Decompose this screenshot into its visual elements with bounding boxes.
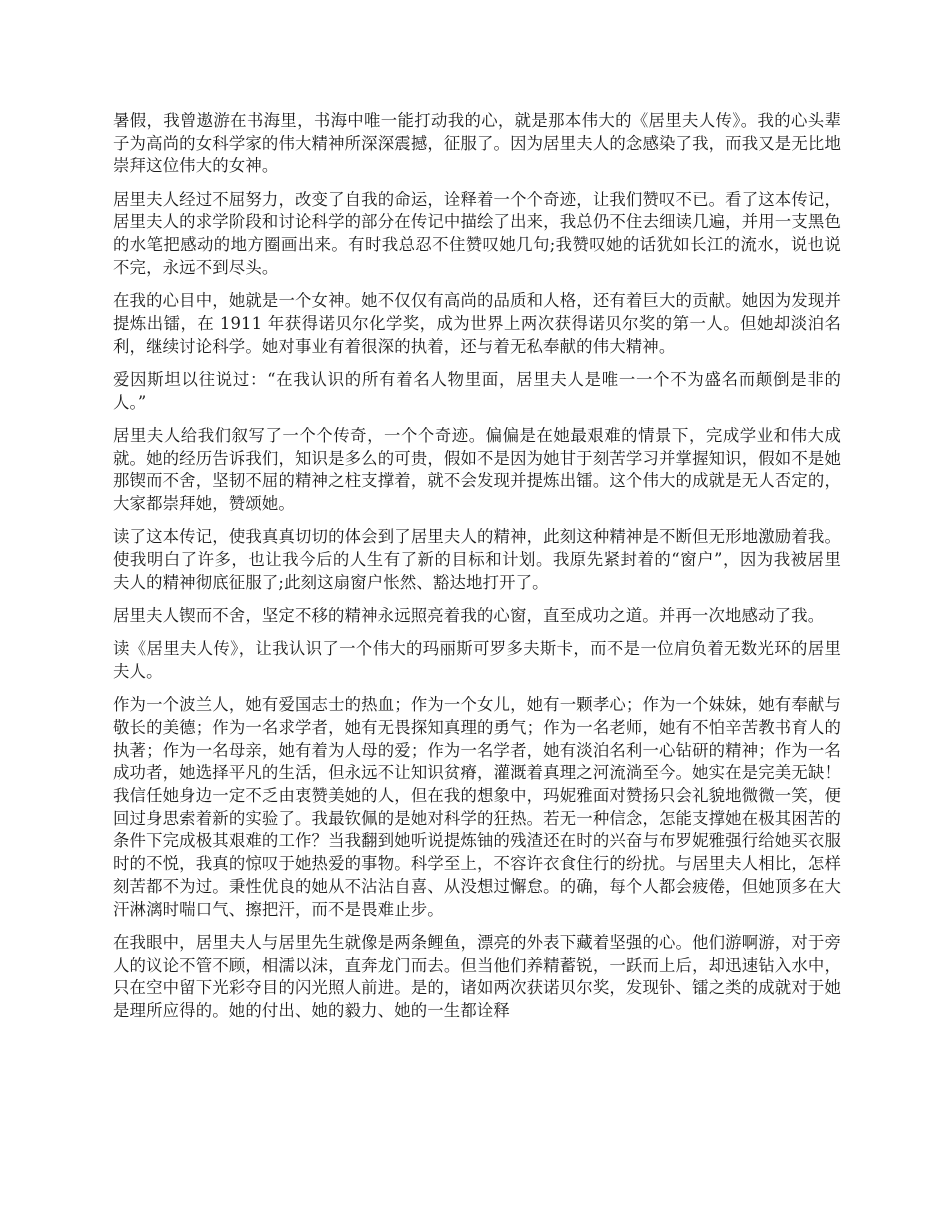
- paragraph-6: 读了这本传记，使我真真切切的体会到了居里夫人的精神，此刻这种精神是不断但无形地激励着我。使我明白了许多，也让我今后的人生有了新的目标和计划。我原先紧封着的“窗户”，因为我被居里夫人的精神彻底征服了;此刻这扇窗户怅然、豁达地打开了。: [113, 527, 841, 592]
- paragraph-4: 爱因斯坦以往说过：“在我认识的所有着名人物里面，居里夫人是唯一一个不为盛名而颠倒是非的人。”: [113, 369, 841, 412]
- paragraph-2: 居里夫人经过不屈努力，改变了自我的命运，诠释着一个个奇迹，让我们赞叹不已。看了这本传记，居里夫人的求学阶段和讨论科学的部分在传记中描绘了出来，我总仍不住去细读几遍，并用一支黑色的水笔把感动的地方圈画出来。有时我总忍不住赞叹她几句;我赞叹她的话犹如长江的流水，说也说不完，永远不到尽头。: [113, 189, 841, 277]
- paragraph-9: 作为一个波兰人，她有爱国志士的热血；作为一个女儿，她有一颗孝心；作为一个妹妹，她有奉献与敬长的美德；作为一名求学者，她有无畏探知真理的勇气；作为一名老师，她有不怕辛苦教书育人的执著；作为一名母亲，她有着为人母的爱；作为一名学者，她有淡泊名利一心钻研的精神；作为一名成功者，她选择平凡的生活，但永远不让知识贫瘠，灌溉着真理之河流淌至今。她实在是完美无缺！我信任她身边一定不乏由衷赞美她的人，但在我的想象中，玛妮雅面对赞扬只会礼貌地微微一笑，便回过身思索着新的实验了。我最钦佩的是她对科学的狂热。若无一种信念，怎能支撑她在极其困苦的条件下完成极其艰难的工作？当我翻到她听说提炼铀的残渣还在时的兴奋与布罗妮雅强行给她买衣服时的不悦，我真的惊叹于她热爱的事物。科学至上，不容许衣食住行的纷扰。与居里夫人相比，怎样刻苦都不为过。秉性优良的她从不沾沾自喜、从没想过懈怠。的确，每个人都会疲倦，但她顶多在大汗淋漓时喘口气、擦把汗，而不是畏难止步。: [113, 695, 841, 919]
- paragraph-10: 在我眼中，居里夫人与居里先生就像是两条鲤鱼，漂亮的外表下藏着坚强的心。他们游啊游，对于旁人的议论不管不顾，相濡以沫，直奔龙门而去。但当他们养精蓄锐，一跃而上后，却迅速钻入水中，只在空中留下光彩夺目的闪光照人前进。是的，诸如两次获诺贝尔奖，发现钋、镭之类的成就对于她是理所应得的。她的付出、她的毅力、她的一生都诠释: [113, 932, 841, 1020]
- paragraph-8: 读《居里夫人传》，让我认识了一个伟大的玛丽斯可罗多夫斯卡，而不是一位肩负着无数光环的居里夫人。: [113, 639, 841, 681]
- document-body: [113, 110, 841, 1033]
- paragraph-1: 暑假，我曾遨游在书海里，书海中唯一能打动我的心，就是那本伟大的《居里夫人传》。我的心头辈子为高尚的女科学家的伟大精神所深深震撼，征服了。因为居里夫人的念感染了我，而我又是无比地崇拜这位伟大的女神。: [113, 111, 841, 176]
- paragraph-3: 在我的心目中，她就是一个女神。她不仅仅有高尚的品质和人格，还有着巨大的贡献。她因为发现并提炼出镭，在 1911 年获得诺贝尔化学奖，成为世界上两次获得诺贝尔奖的第一人。但她却淡泊名利，继续讨论科学。她对事业有着很深的执着，还与着无私奉献的伟大精神。: [113, 291, 841, 356]
- paragraph-5: 居里夫人给我们叙写了一个个传奇，一个个奇迹。偏偏是在她最艰难的情景下，完成学业和伟大成就。她的经历告诉我们，知识是多么的可贵，假如不是因为她甘于刻苦学习并掌握知识，假如不是她那锲而不舍，坚韧不屈的精神之柱支撑着，就不会发现并提炼出镭。这个伟大的成就是无人否定的，大家都崇拜她，赞颂她。: [113, 425, 841, 513]
- paragraph-7: 居里夫人锲而不舍，坚定不移的精神永远照亮着我的心窗，直至成功之道。并再一次地感动了我。: [113, 605, 825, 625]
